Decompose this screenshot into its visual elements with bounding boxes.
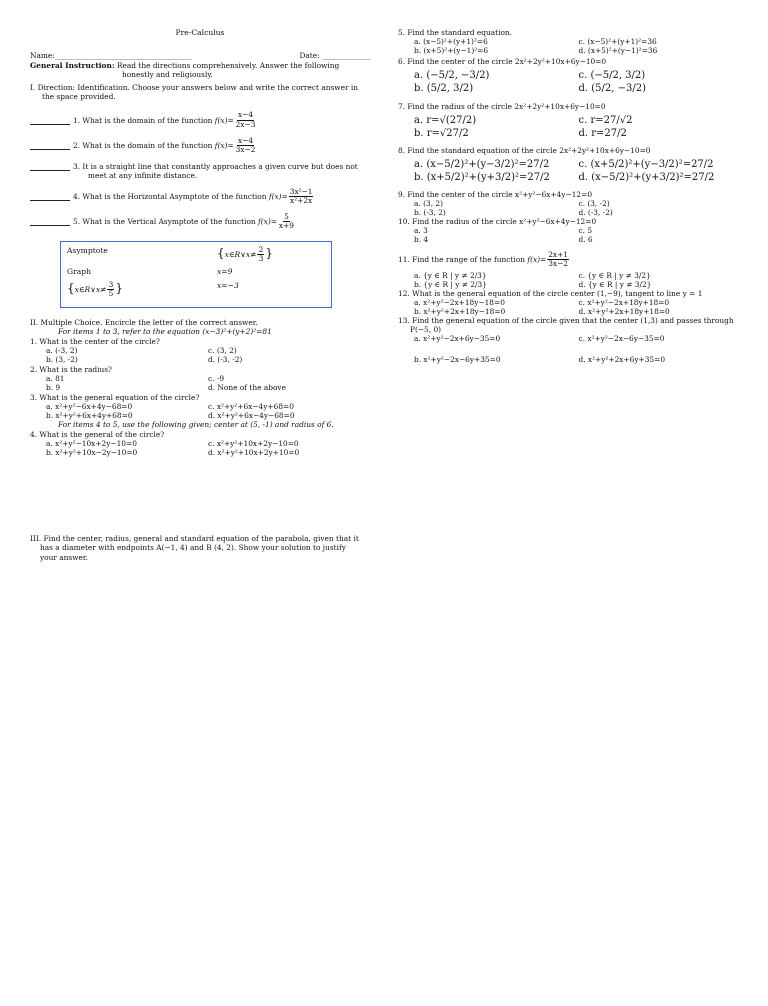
- option-b[interactable]: b. (3, -2): [46, 354, 78, 364]
- mc-question-7-options: [398, 115, 743, 140]
- answer-blank-2[interactable]: [30, 141, 70, 150]
- mc-question-4: 4. What is the general of the circle?: [30, 429, 165, 439]
- option-c[interactable]: c. (−5/2, 3/2): [578, 70, 646, 82]
- mc-question-13-options: [398, 334, 743, 364]
- mc-question-11-options: [398, 271, 743, 289]
- option-a[interactable]: a. (-3, 2): [46, 345, 78, 355]
- general-instruction-text-2: honestly and religiously.: [122, 70, 213, 80]
- option-a[interactable]: a. {y ∈ R | y ≠ 2/3}: [414, 270, 487, 280]
- option-c[interactable]: c. (x+5/2)²+(y−3/2)²=27/2: [578, 158, 714, 170]
- option-c[interactable]: c. -9: [208, 373, 225, 383]
- mc-question-13: 13. Find the general equation of the circle given that the center (1,3) and passes through: [398, 315, 734, 325]
- box-choice-x-9: x=9: [217, 267, 233, 277]
- q11-numerator: 2x+1: [548, 249, 568, 259]
- general-instruction-label: General Instruction:: [30, 61, 115, 71]
- option-a[interactable]: a. 81: [46, 373, 65, 383]
- mc-question-1: 1. What is the center of the circle?: [30, 336, 160, 346]
- left-column: [30, 28, 370, 457]
- name-label: Name:: [30, 51, 55, 61]
- option-d[interactable]: d. (x−5/2)²+(y+3/2)²=27/2: [578, 172, 715, 184]
- option-c[interactable]: c. (3, 2): [208, 345, 237, 355]
- function-notation: f(x)=: [258, 217, 277, 227]
- option-b[interactable]: b. x²+y²+6x+4y+68=0: [46, 410, 133, 420]
- box-choice-asymptote: Asymptote: [67, 245, 108, 255]
- q5-numerator: 5: [284, 212, 289, 222]
- id-item-2-text: 2. What is the domain of the function: [73, 140, 213, 150]
- q2-fraction: [235, 137, 257, 154]
- mc-question-8-options: [398, 159, 743, 184]
- mc-question-6-options: [398, 70, 743, 95]
- q4-numerator: 3x²−1: [289, 187, 313, 197]
- option-b[interactable]: b. (-3, 2): [414, 208, 446, 218]
- mc-question-12-options: [398, 298, 743, 316]
- box-choice-graph: Graph: [67, 267, 91, 277]
- q5-fraction: [278, 213, 295, 230]
- id-item-3: [30, 162, 370, 180]
- box-choice-x-neg3: x=−3: [217, 280, 239, 290]
- option-d[interactable]: d. (-3, -2): [208, 354, 243, 364]
- option-b[interactable]: b. x²+y²+10x−2y−10=0: [46, 447, 138, 457]
- option-c[interactable]: c. 5: [578, 226, 593, 236]
- option-b[interactable]: b. 9: [46, 382, 61, 392]
- option-a[interactable]: a. (x−5/2)²+(y−3/2)²=27/2: [414, 158, 550, 170]
- mc-question-11: [398, 251, 743, 268]
- option-a[interactable]: a. (−5/2, −3/2): [414, 70, 490, 82]
- direction-line-1: I. Direction: Identification. Choose your answers below and write the correct answer in: [30, 83, 358, 93]
- id-item-2: [30, 137, 370, 154]
- answer-choices-box: [60, 241, 332, 308]
- answer-blank-1[interactable]: [30, 116, 70, 125]
- mc-question-13-continued: P(−5, 0): [410, 324, 442, 334]
- function-notation: f(x)=: [214, 115, 234, 125]
- right-column: [398, 28, 743, 364]
- id-item-4: [30, 188, 370, 205]
- option-a[interactable]: a. x²+y²−2x+18y−18=0: [414, 297, 505, 307]
- id-item-1: [30, 111, 370, 128]
- box-choice-domain-2: {x∈R∨x≠ $\frac{3}{5}$ }: [67, 279, 123, 299]
- mc-question-2: 2. What is the radius?: [30, 364, 112, 374]
- general-instruction: [30, 61, 370, 70]
- direction-line-2: the space provided.: [42, 92, 116, 102]
- q2-denominator: 3x−2: [235, 144, 256, 154]
- option-d[interactable]: d. r=27/2: [578, 127, 627, 139]
- id-item-5-text: 5. What is the Vertical Asymptote of the function: [73, 217, 256, 227]
- box-choice-domain-2-text: x∈R∨x≠: [74, 284, 107, 294]
- box-choice-domain-1: {x∈R∨x≠ $\frac{2}{3}$ }: [217, 244, 273, 264]
- section2-instruction-2: For items 4 to 5, use the following given; center at (5, -1) and radius of 6.: [58, 419, 334, 429]
- name-date-row: [30, 51, 370, 60]
- section3-line-3: your answer.: [40, 552, 88, 562]
- id-item-1-text: 1. What is the domain of the function: [73, 115, 213, 125]
- mc-question-3: 3. What is the general equation of the circle?: [30, 392, 200, 402]
- option-c[interactable]: c. {y ∈ R | y ≠ 3/2}: [578, 270, 651, 280]
- mc-question-10-options: [398, 226, 743, 244]
- date-label: Date:: [299, 51, 320, 61]
- box-frac-num: 2: [258, 244, 264, 254]
- option-d[interactable]: d. (x+5)²+(y−1)²=36: [578, 46, 658, 56]
- option-d[interactable]: d. x²+y²+2x+18y+18=0: [578, 306, 670, 316]
- option-c[interactable]: c. x²+y²+10x+2y−10=0: [208, 438, 299, 448]
- mc-question-5: 5. Find the standard equation.: [398, 28, 513, 37]
- option-c[interactable]: c. x²+y²−2x+18y+18=0: [578, 297, 670, 307]
- id-item-5: [30, 213, 370, 230]
- box-frac-den: 5: [108, 289, 114, 299]
- section3: [30, 534, 360, 562]
- function-notation: f(x)=: [527, 254, 547, 264]
- mc-question-2-options: [30, 374, 370, 392]
- option-d[interactable]: d. (-3, -2): [578, 208, 613, 218]
- answer-blank-5[interactable]: [30, 217, 70, 226]
- mc-question-6: 6. Find the center of the circle 2x²+2y²+10x+6y−10=0: [398, 57, 607, 67]
- option-b[interactable]: b. x²+y²+2x+18y−18=0: [414, 306, 506, 316]
- q4-fraction: [289, 188, 314, 205]
- box-row-3: [67, 281, 325, 299]
- date-field[interactable]: Date: _____________: [299, 51, 370, 61]
- id-item-4-text: 4. What is the Horizontal Asymptote of the function: [73, 192, 267, 202]
- mc-question-9: 9. Find the center of the circle x²+y²−6x+4y−12=0: [398, 190, 593, 200]
- box-choice-domain-1-text: x∈R∨x≠: [224, 249, 257, 259]
- option-d[interactable]: d. (5/2, −3/2): [578, 83, 646, 95]
- option-b[interactable]: b. r=√27/2: [414, 127, 469, 139]
- option-a[interactable]: a. x²+y²−2x+6y−35=0: [414, 334, 501, 343]
- q1-numerator: x−4: [238, 110, 254, 120]
- mc-question-8: 8. Find the standard equation of the circle 2x²+2y²+10x+6y−10=0: [398, 145, 651, 155]
- option-b[interactable]: b. 4: [414, 235, 429, 245]
- option-d[interactable]: d. 6: [578, 235, 593, 245]
- option-d[interactable]: d. x²+y²+6x−4y−68=0: [208, 410, 295, 420]
- box-row-1: [67, 246, 325, 264]
- id-item-3-text: 3. It is a straight line that constantly approaches a given curve but does not: [73, 161, 358, 171]
- q11-denominator: 3x−2: [548, 258, 568, 268]
- box-row-2: [67, 267, 325, 276]
- option-a[interactable]: a. x²+y²−6x+4y−68=0: [46, 401, 133, 411]
- q11-fraction: [547, 251, 569, 268]
- section3-line-2: has a diameter with endpoints A(−1, 4) and B (4, 2). Show your solution to justify: [40, 543, 346, 553]
- mc-question-10: 10. Find the radius of the circle x²+y²−6x+4y−12=0: [398, 217, 597, 227]
- function-notation: f(x)=: [268, 192, 288, 202]
- mc-question-3-options: [30, 402, 370, 420]
- q4-denominator: x²+2x: [290, 196, 313, 206]
- mc-question-12: 12. What is the general equation of the circle center (1,−9), tangent to line y = 1: [398, 288, 703, 298]
- mc-question-11-text: 11. Find the range of the function: [398, 254, 525, 264]
- function-notation: f(x)=: [214, 140, 234, 150]
- section1-direction: [30, 83, 370, 101]
- mc-question-1-options: [30, 346, 370, 364]
- option-a[interactable]: a. r=√(27/2): [414, 114, 477, 126]
- mc-question-5-options: [398, 37, 743, 55]
- answer-blank-3[interactable]: [30, 162, 70, 171]
- option-d[interactable]: d. None of the above: [208, 382, 286, 392]
- option-b[interactable]: b. (5/2, 3/2): [414, 83, 474, 95]
- option-b[interactable]: b. (x+5)²+(y−1)²=6: [414, 46, 489, 56]
- id-item-3-continued: meet at any infinite distance.: [88, 171, 198, 180]
- answer-blank-4[interactable]: [30, 192, 70, 201]
- option-c[interactable]: c. x²+y²−2x−6y−35=0: [578, 334, 665, 343]
- option-d[interactable]: d. {y ∈ R | y ≠ 3/2}: [578, 279, 652, 289]
- option-a[interactable]: a. (x−5)²+(y+1)²=6: [414, 37, 488, 47]
- option-a[interactable]: a. x²+y²−10x+2y−10=0: [46, 438, 137, 448]
- option-b[interactable]: b. {y ∈ R | y ≠ 2/3}: [414, 279, 487, 289]
- option-b[interactable]: b. (x+5/2)²+(y+3/2)²=27/2: [414, 172, 550, 184]
- page-title: Pre-Calculus: [175, 28, 225, 37]
- option-c[interactable]: c. (3, -2): [578, 199, 610, 209]
- q1-denominator: 2x−3: [235, 119, 256, 129]
- option-c[interactable]: c. x²+y²+6x−4y+68=0: [208, 401, 294, 411]
- box-frac-den: 3: [258, 254, 264, 264]
- mc-question-7: 7. Find the radius of the circle 2x²+2y²+10x+6y−10=0: [398, 101, 606, 111]
- option-a[interactable]: a. (3, 2): [414, 199, 443, 209]
- section3-line-1: III. Find the center, radius, general and standard equation of the parabola, given that it: [30, 534, 359, 543]
- option-d[interactable]: d. x²+y²+2x+6y+35=0: [578, 355, 666, 365]
- option-a[interactable]: a. 3: [414, 226, 428, 236]
- name-field[interactable]: Name:_____________________________________: [30, 51, 192, 61]
- q5-denominator: x+9: [278, 221, 294, 231]
- section2-instruction-1: For items 1 to 3, refer to the equation (x−3)²+(y+2)²=81: [58, 326, 272, 336]
- q2-numerator: x−4: [238, 135, 254, 145]
- mc-question-4-options: [30, 439, 370, 457]
- option-c[interactable]: c. (x−5)²+(y+1)²=36: [578, 37, 657, 47]
- mc-question-9-options: [398, 199, 743, 217]
- section2-title: II. Multiple Choice. Encircle the letter of the correct answer.: [30, 317, 258, 327]
- option-d[interactable]: d. x²+y²+10x+2y+10=0: [208, 447, 300, 457]
- option-c[interactable]: c. r=27/√2: [578, 114, 633, 126]
- option-b[interactable]: b. x²+y²−2x−6y+35=0: [414, 355, 501, 365]
- general-instruction-text: Read the directions comprehensively. Answer the following: [116, 61, 340, 71]
- q1-fraction: [235, 111, 257, 128]
- box-frac-num: 3: [108, 279, 114, 289]
